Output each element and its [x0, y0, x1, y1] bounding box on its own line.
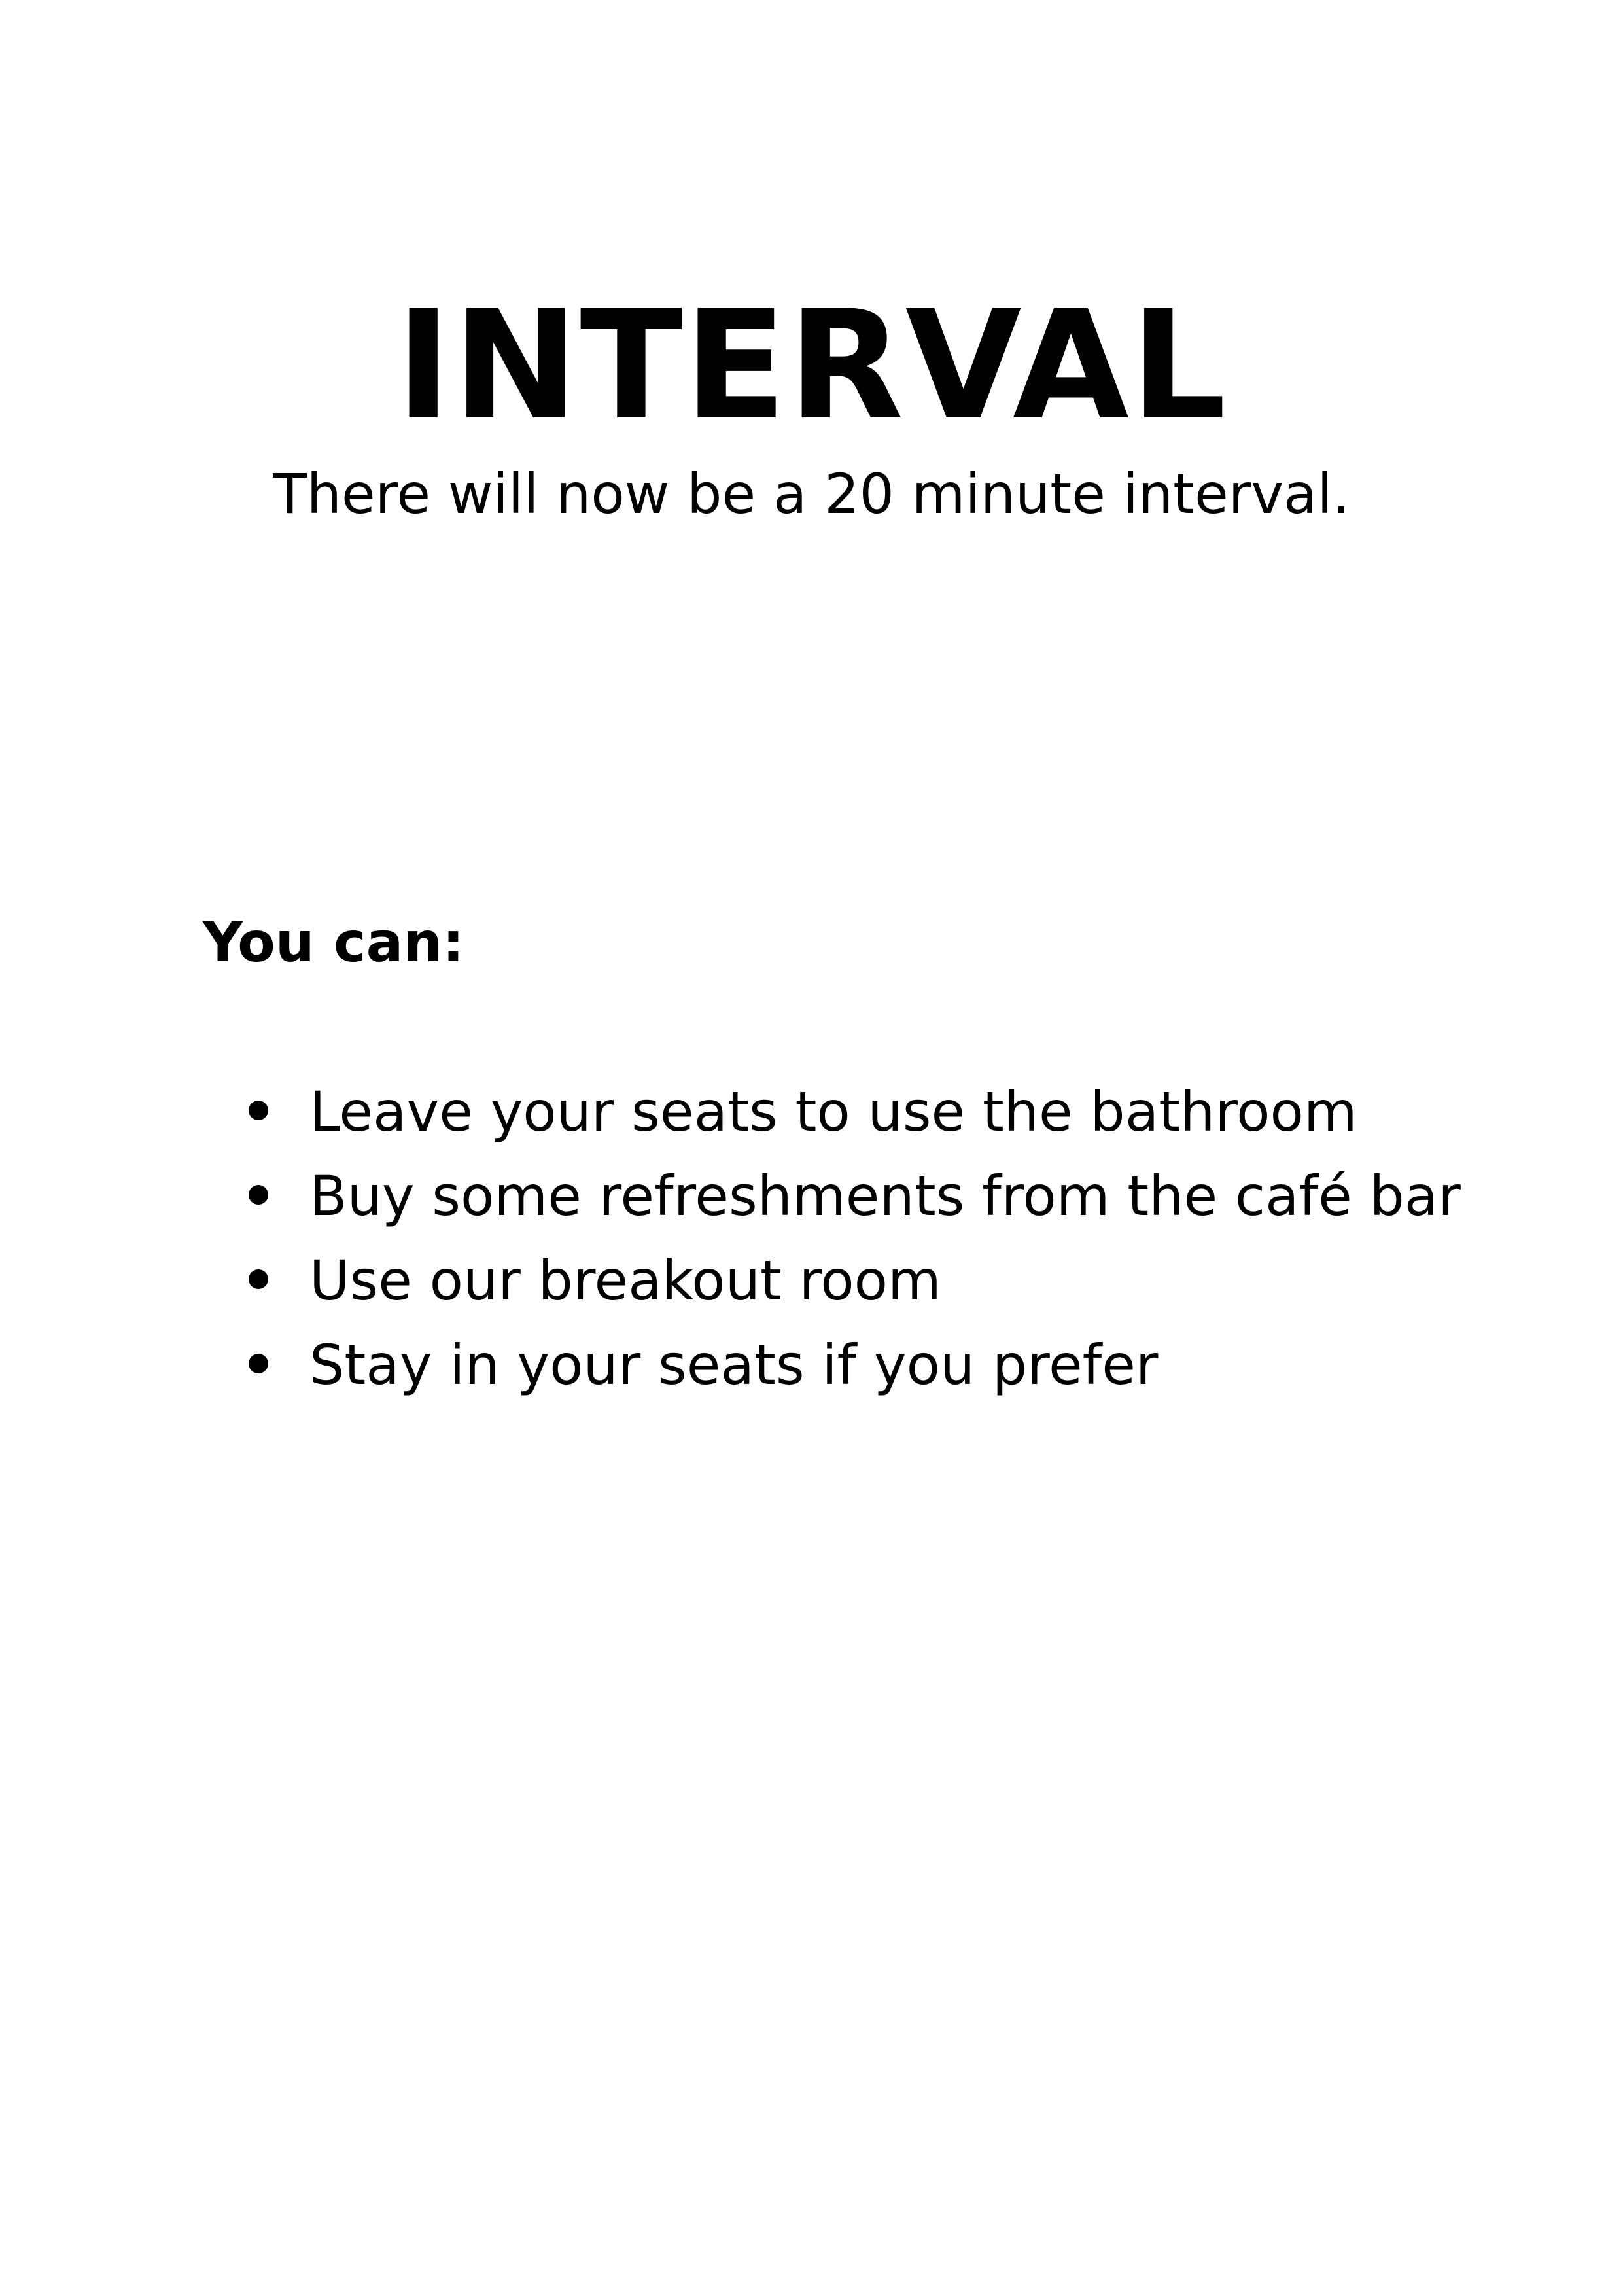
list-item	[249, 1154, 1461, 1239]
list-item	[249, 1070, 1461, 1154]
list-item-text: Buy some refreshments from the café bar	[309, 1164, 1461, 1228]
interval-notice: There will now be a 20 minute interval.	[273, 462, 1350, 526]
options-list	[249, 1070, 1461, 1407]
list-item-text: Leave your seats to use the bathroom	[309, 1080, 1357, 1144]
bullet-icon	[249, 1269, 268, 1289]
options-lead: You can:	[203, 910, 464, 974]
bullet-icon	[249, 1354, 268, 1373]
list-item	[249, 1323, 1461, 1407]
bullet-icon	[249, 1185, 268, 1205]
bullet-icon	[249, 1101, 268, 1120]
list-item-text: Use our breakout room	[309, 1248, 941, 1313]
page-title: INTERVAL	[395, 279, 1228, 453]
list-item	[249, 1239, 1461, 1323]
list-item-text: Stay in your seats if you prefer	[309, 1333, 1159, 1397]
